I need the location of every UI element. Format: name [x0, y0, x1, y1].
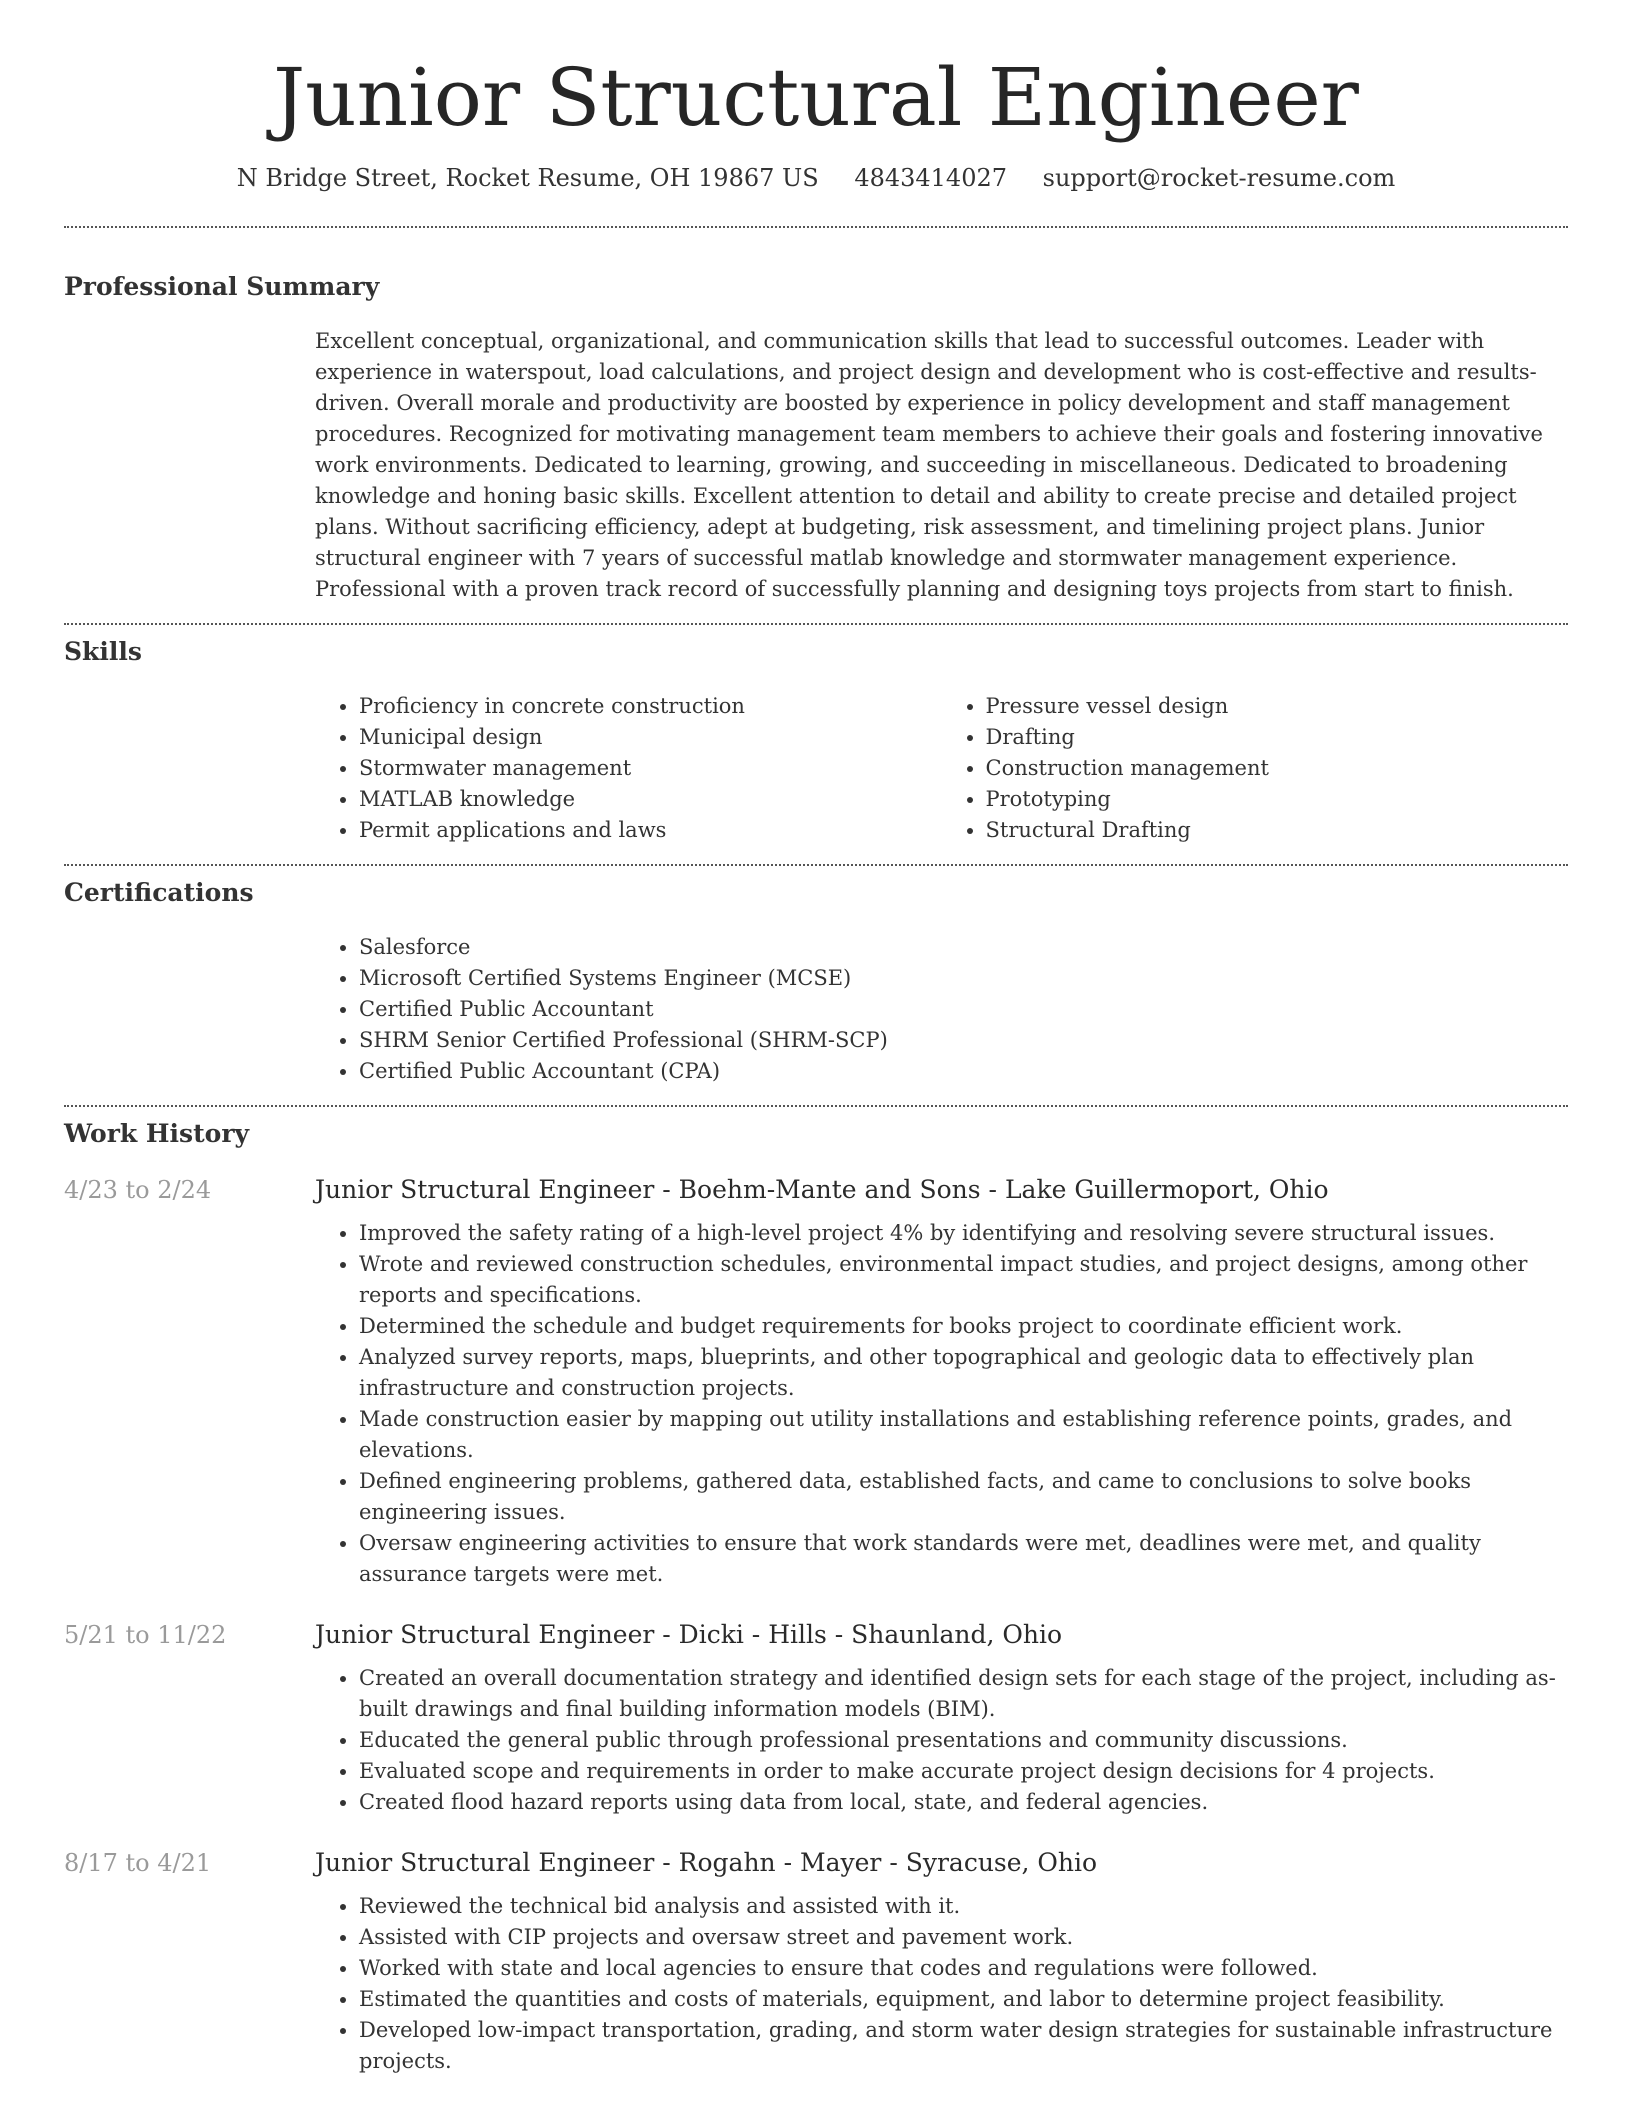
job-bullet: • Determined the schedule and budget requirements for books project to coordinate efficient work. [359, 1311, 1568, 1342]
job-bullet: • Created an overall documentation strategy and identified design sets for each stage of the project, including as-built drawings and final building information models (BIM). [359, 1663, 1568, 1725]
skill-item: • Drafting [986, 722, 1569, 753]
job-bullets [315, 1891, 1568, 2077]
job-dates: 4/23 to 2/24 [64, 1176, 212, 1204]
job-dates: 5/21 to 11/22 [64, 1621, 227, 1649]
contact-address: N Bridge Street, Rocket Resume, OH 19867 US [236, 164, 819, 192]
job-bullet: • Analyzed survey reports, maps, blueprints, and other topographical and geologic data to effectively plan infrastructure and construction projects. [359, 1342, 1568, 1404]
summary-section [64, 272, 1568, 605]
job-bullet: • Worked with state and local agencies to ensure that codes and regulations were followed. [359, 1953, 1568, 1984]
job-bullet: • Oversaw engineering activities to ensure that work standards were met, deadlines were met, and quality assurance targets were met. [359, 1528, 1568, 1590]
job-bullet: • Created flood hazard reports using data from local, state, and federal agencies. [359, 1787, 1568, 1818]
job-bullet: • Evaluated scope and requirements in order to make accurate project design decisions for 4 projects. [359, 1756, 1568, 1787]
skill-item: • Structural Drafting [986, 815, 1569, 846]
divider [64, 864, 1568, 866]
job-bullet: • Developed low-impact transportation, grading, and storm water design strategies for sustainable infrastructure projects. [359, 2015, 1568, 2077]
job-bullet: • Defined engineering problems, gathered data, established facts, and came to conclusions to solve books engineering issues. [359, 1466, 1568, 1528]
job-dates: 8/17 to 4/21 [64, 1849, 212, 1877]
divider [64, 1105, 1568, 1107]
skills-section [64, 637, 1568, 846]
section-title-skills: Skills [64, 637, 142, 666]
section-title-summary: Professional Summary [64, 272, 380, 301]
skills-list [315, 691, 1568, 846]
certifications-section [64, 878, 1568, 1087]
contact-email: support@rocket-resume.com [1042, 164, 1396, 192]
certification-item: • Microsoft Certified Systems Engineer (MCSE) [359, 963, 1568, 994]
job-bullet: • Made construction easier by mapping out utility installations and establishing reference points, grades, and elevations. [359, 1404, 1568, 1466]
skill-item: • Municipal design [359, 722, 942, 753]
job-bullets [315, 1663, 1568, 1818]
section-title-work: Work History [64, 1119, 250, 1148]
job-entry [64, 1848, 1568, 2077]
job-bullet: • Educated the general public through professional presentations and community discussions. [359, 1725, 1568, 1756]
job-entry [64, 1620, 1568, 1818]
job-title: Junior Structural Engineer - Boehm-Mante and Sons - Lake Guillermoport, Ohio [315, 1175, 1329, 1204]
certification-item: • Certified Public Accountant (CPA) [359, 1056, 1568, 1087]
skills-column-left [315, 691, 942, 846]
certification-item: • Salesforce [359, 932, 1568, 963]
job-bullet: • Assisted with CIP projects and oversaw street and pavement work. [359, 1922, 1568, 1953]
skill-item: • Construction management [986, 753, 1569, 784]
job-bullets-wrap [315, 1891, 1568, 2077]
divider [64, 623, 1568, 625]
resume-page [64, 0, 1568, 2077]
skill-item: • Permit applications and laws [359, 815, 942, 846]
skill-item: • Pressure vessel design [986, 691, 1569, 722]
job-bullet: • Estimated the quantities and costs of materials, equipment, and labor to determine project feasibility. [359, 1984, 1568, 2015]
resume-name: Junior Structural Engineer [273, 51, 1359, 144]
skill-item: • Proficiency in concrete construction [359, 691, 942, 722]
certifications-list-wrap [315, 932, 1568, 1087]
section-title-certifications: Certifications [64, 878, 254, 907]
contact-line [64, 164, 1568, 192]
certification-item: • SHRM Senior Certified Professional (SHRM-SCP) [359, 1025, 1568, 1056]
job-title: Junior Structural Engineer - Dicki - Hills - Shaunland, Ohio [315, 1620, 1063, 1649]
summary-text: Excellent conceptual, organizational, and communication skills that lead to successful outcomes. Leader with experience in waterspout, load calculations, and project design and development who is cost-effective and results-driven. Overall morale and productivity are boosted by experience in policy development and staff management procedures. Recognized for motivating management team members to achieve their goals and fostering innovative work environments. Dedicated to learning, growing, and succeeding in miscellaneous. Dedicated to broadening knowledge and honing basic skills. Excellent attention to detail and ability to create precise and detailed project plans. Without sacrificing efficiency, adept at budgeting, risk assessment, and timelining project plans. Junior structural engineer with 7 years of successful matlab knowledge and stormwater management experience. Professional with a proven track record of successfully planning and designing toys projects from start to finish. [315, 329, 1543, 601]
job-header [64, 1175, 1568, 1204]
certifications-list [315, 932, 1568, 1087]
job-bullets [315, 1218, 1568, 1590]
job-header [64, 1848, 1568, 1877]
job-header [64, 1620, 1568, 1649]
job-bullet: • Improved the safety rating of a high-level project 4% by identifying and resolving severe structural issues. [359, 1218, 1568, 1249]
work-section [64, 1119, 1568, 2077]
job-title: Junior Structural Engineer - Rogahn - Mayer - Syracuse, Ohio [315, 1848, 1098, 1877]
skill-item: • MATLAB knowledge [359, 784, 942, 815]
job-bullets-wrap [315, 1663, 1568, 1818]
job-bullets-wrap [315, 1218, 1568, 1590]
skill-item: • Prototyping [986, 784, 1569, 815]
divider [64, 226, 1568, 228]
skills-column-right [942, 691, 1569, 846]
job-bullet: • Reviewed the technical bid analysis and assisted with it. [359, 1891, 1568, 1922]
job-bullet: • Wrote and reviewed construction schedules, environmental impact studies, and project designs, among other reports and specifications. [359, 1249, 1568, 1311]
certification-item: • Certified Public Accountant [359, 994, 1568, 1025]
skill-item: • Stormwater management [359, 753, 942, 784]
contact-phone: 4843414027 [854, 164, 1008, 192]
job-entry [64, 1175, 1568, 1590]
